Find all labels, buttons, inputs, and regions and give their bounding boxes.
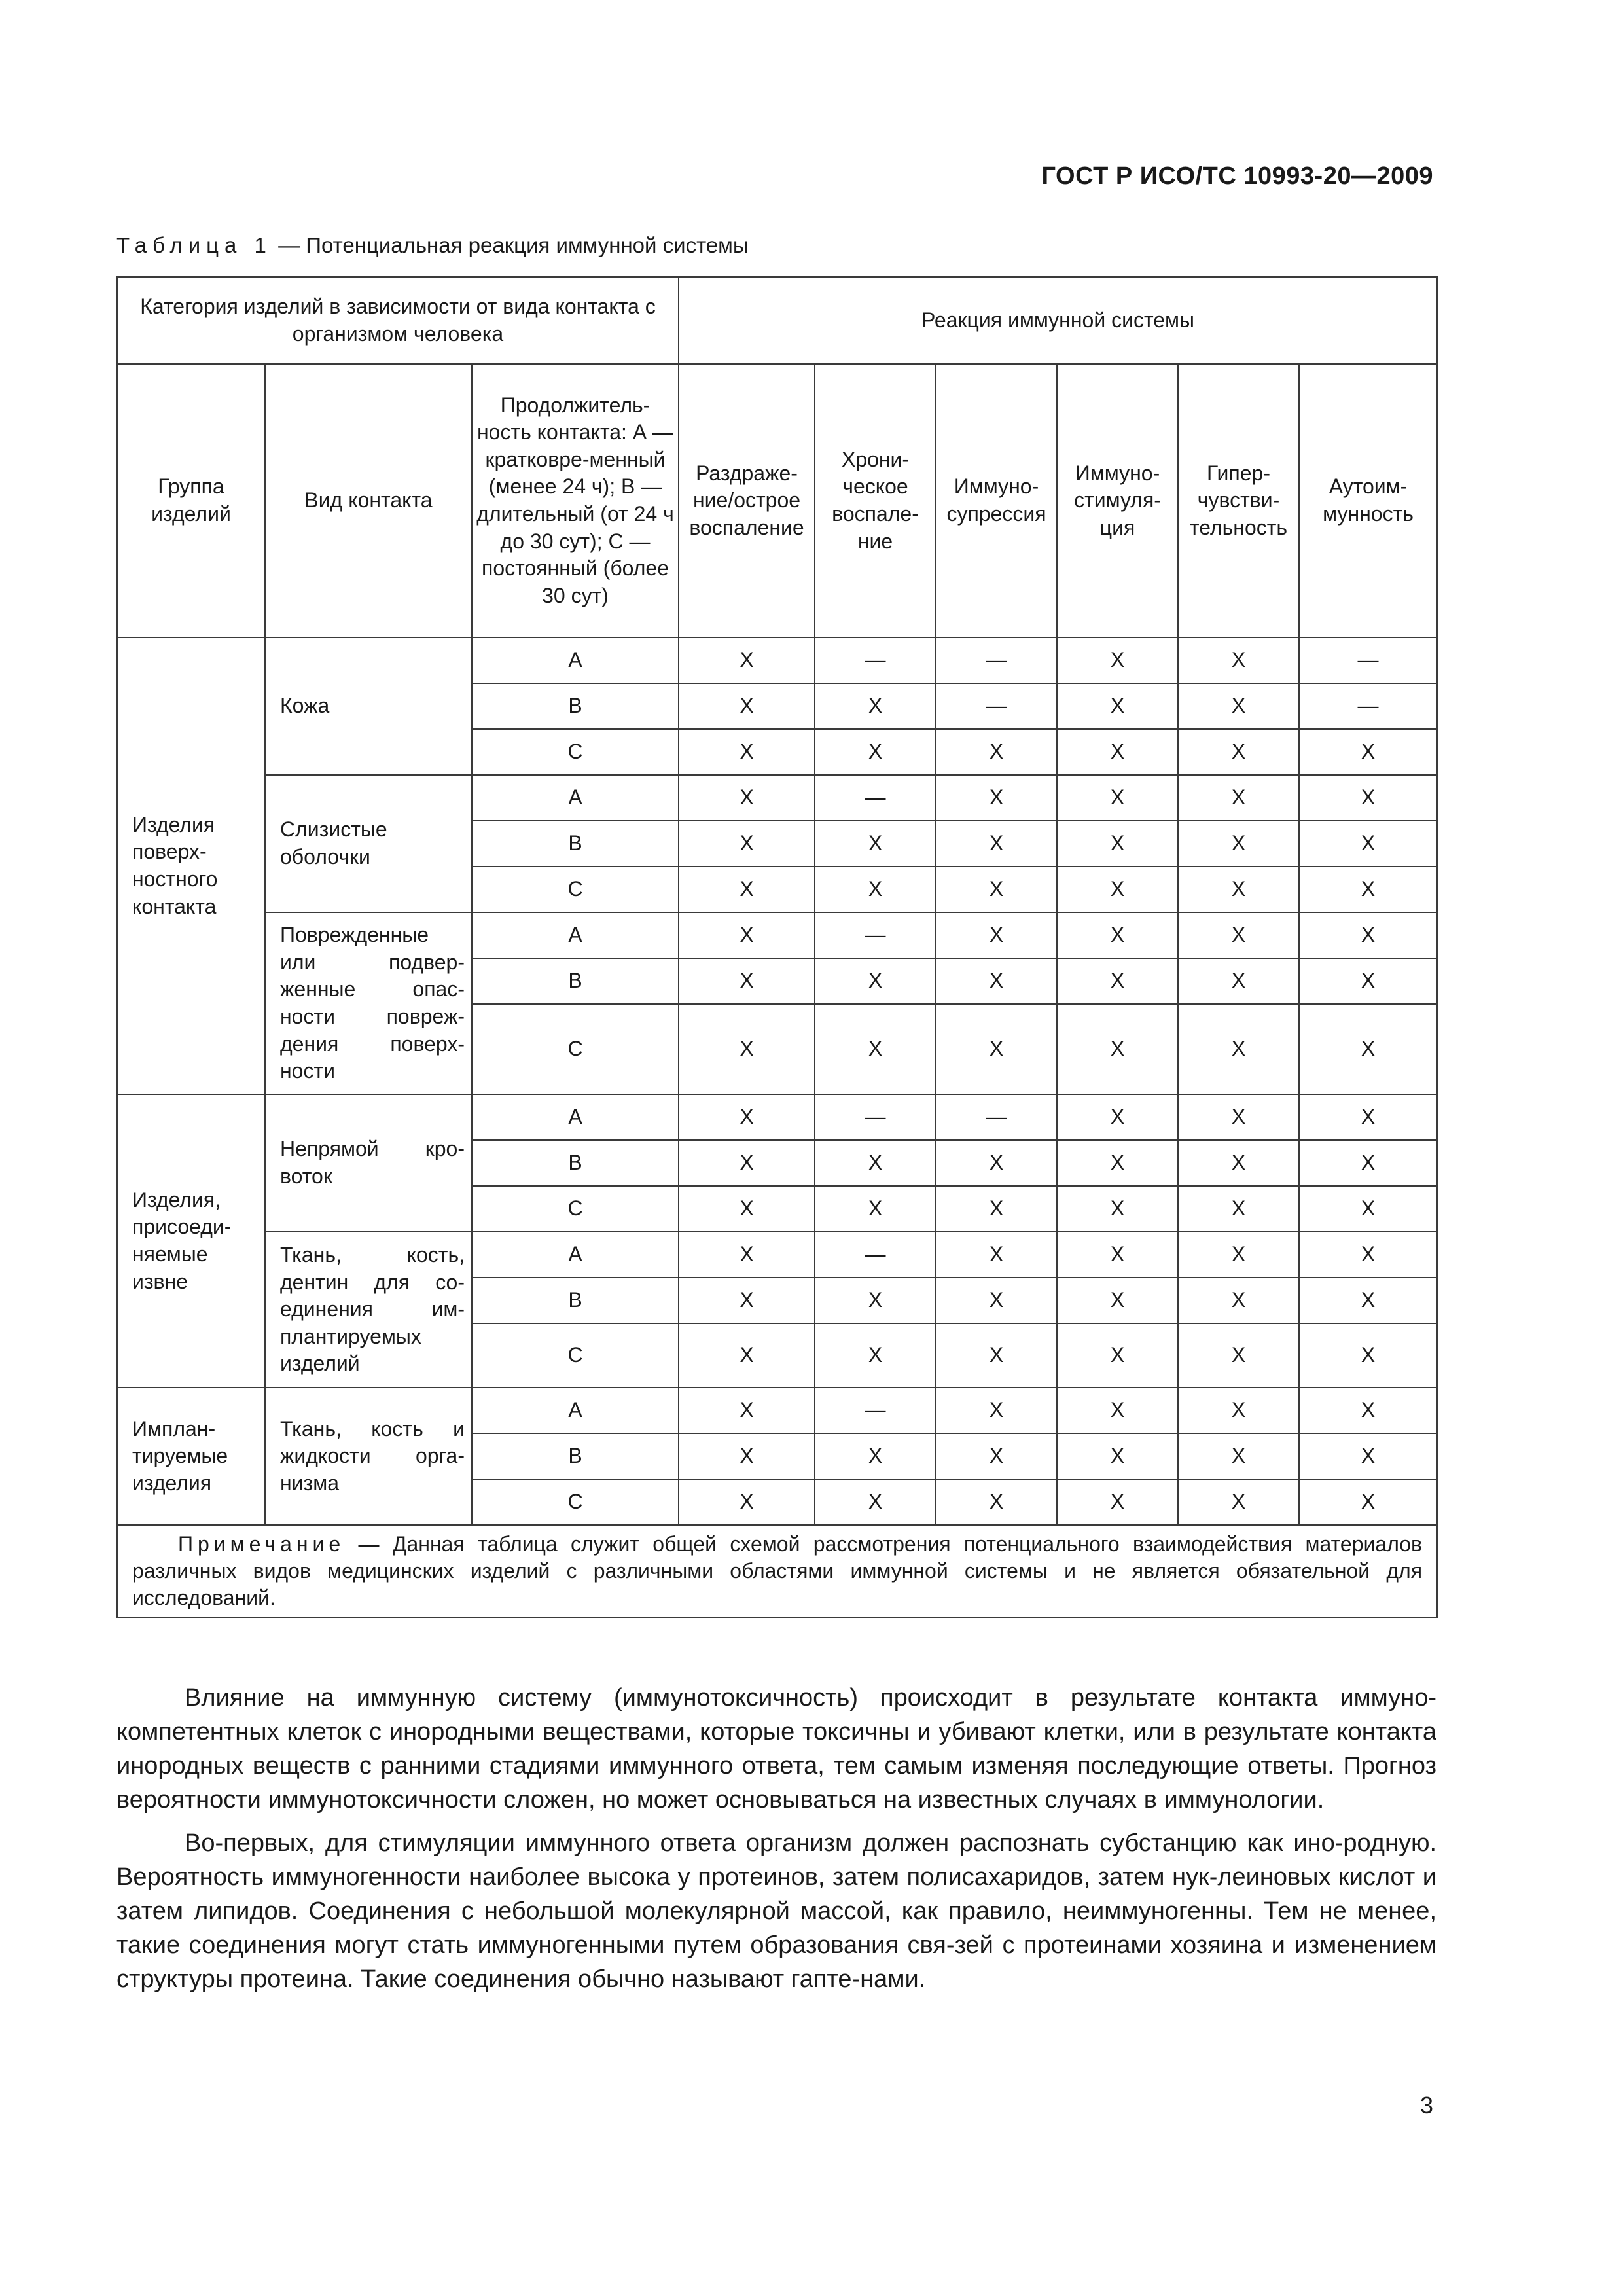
table-row xyxy=(117,1094,1437,1140)
reaction-mark-cell: X xyxy=(1178,958,1299,1004)
reaction-mark-cell: — xyxy=(936,637,1057,683)
reaction-mark-cell: — xyxy=(815,912,936,958)
page-number: 3 xyxy=(1419,2092,1433,2119)
reaction-mark-cell: X xyxy=(1178,1140,1299,1186)
contact-kind-cell: Кожа xyxy=(265,637,472,775)
reaction-mark-cell: — xyxy=(936,683,1057,729)
reaction-mark-cell: X xyxy=(936,1140,1057,1186)
column-header-irritation: Раздраже-ние/острое воспаление xyxy=(679,364,815,637)
duration-cell: А xyxy=(472,1388,679,1433)
reaction-mark-cell: X xyxy=(1057,912,1178,958)
reaction-mark-cell: — xyxy=(815,1232,936,1278)
reaction-mark-cell: X xyxy=(1178,1278,1299,1323)
reaction-mark-cell: X xyxy=(679,821,815,867)
reaction-mark-cell: X xyxy=(1178,1388,1299,1433)
reaction-mark-cell: — xyxy=(1299,683,1437,729)
reaction-mark-cell: X xyxy=(679,1140,815,1186)
reaction-mark-cell: X xyxy=(1057,1004,1178,1094)
reaction-mark-cell: X xyxy=(679,775,815,821)
reaction-mark-cell: X xyxy=(1057,1232,1178,1278)
reaction-mark-cell: X xyxy=(1057,1094,1178,1140)
duration-cell: А xyxy=(472,637,679,683)
duration-cell: В xyxy=(472,958,679,1004)
immune-reaction-table xyxy=(116,276,1438,1618)
reaction-mark-cell: — xyxy=(936,1094,1057,1140)
reaction-mark-cell: X xyxy=(1299,867,1437,912)
reaction-mark-cell: X xyxy=(1057,1433,1178,1479)
reaction-mark-cell: X xyxy=(936,958,1057,1004)
reaction-mark-cell: X xyxy=(1178,1232,1299,1278)
reaction-mark-cell: X xyxy=(679,1388,815,1433)
paragraph: Влияние на иммунную систему (иммунотоксичность) происходит в результате контакта иммуно-компетентных клеток с инородными веществами, которые токсичны и убивают клетки, или в результате контакта инородных веществ с ранними стадиями иммунного ответа, тем самым изменяя последующие ответы. Прогноз вероятности иммунотоксичности сложен, но может основываться на известных случаях в иммунологии. xyxy=(116,1684,1436,1814)
reaction-mark-cell: X xyxy=(815,1278,936,1323)
duration-cell: С xyxy=(472,729,679,775)
reaction-mark-cell: X xyxy=(936,1278,1057,1323)
reaction-mark-cell: X xyxy=(679,637,815,683)
header-immune-reaction: Реакция иммунной системы xyxy=(679,277,1437,364)
reaction-mark-cell: X xyxy=(1178,683,1299,729)
reaction-mark-cell: X xyxy=(1299,821,1437,867)
reaction-mark-cell: X xyxy=(1178,1479,1299,1525)
reaction-mark-cell: X xyxy=(815,729,936,775)
reaction-mark-cell: X xyxy=(815,1140,936,1186)
reaction-mark-cell: — xyxy=(1299,637,1437,683)
reaction-mark-cell: — xyxy=(815,775,936,821)
reaction-mark-cell: X xyxy=(936,821,1057,867)
reaction-mark-cell: X xyxy=(1299,1186,1437,1232)
reaction-mark-cell: X xyxy=(1057,1479,1178,1525)
column-header-immunosuppression: Иммуно-супрессия xyxy=(936,364,1057,637)
reaction-mark-cell: X xyxy=(936,1232,1057,1278)
reaction-mark-cell: X xyxy=(936,1433,1057,1479)
contact-kind-cell: Поврежденные или подвер-женные опас-ности повреж-дения поверх-ности xyxy=(265,912,472,1094)
duration-cell: С xyxy=(472,1004,679,1094)
column-header-immunostimulation: Иммуно-стимуля-ция xyxy=(1057,364,1178,637)
reaction-mark-cell: X xyxy=(679,1186,815,1232)
reaction-mark-cell: X xyxy=(936,1388,1057,1433)
reaction-mark-cell: X xyxy=(1299,1094,1437,1140)
reaction-mark-cell: X xyxy=(1299,958,1437,1004)
reaction-mark-cell: X xyxy=(1178,1323,1299,1388)
body-text xyxy=(116,1681,1436,2005)
duration-cell: В xyxy=(472,1433,679,1479)
table-caption-title: — Потенциальная реакция иммунной системы xyxy=(272,233,749,257)
reaction-mark-cell: X xyxy=(679,1278,815,1323)
column-header-chronic-inflammation: Хрони-ческое воспале-ние xyxy=(815,364,936,637)
column-header-group: Группа изделий xyxy=(117,364,265,637)
reaction-mark-cell: X xyxy=(679,729,815,775)
reaction-mark-cell: X xyxy=(815,958,936,1004)
product-group-cell: Изделия поверх-ностного контакта xyxy=(117,637,265,1094)
table-note xyxy=(117,1525,1437,1617)
reaction-mark-cell: X xyxy=(679,1323,815,1388)
duration-cell: С xyxy=(472,867,679,912)
reaction-mark-cell: X xyxy=(1057,729,1178,775)
reaction-mark-cell: X xyxy=(1057,1278,1178,1323)
reaction-mark-cell: X xyxy=(1178,867,1299,912)
reaction-mark-cell: X xyxy=(936,775,1057,821)
reaction-mark-cell: X xyxy=(1057,958,1178,1004)
duration-cell: В xyxy=(472,683,679,729)
reaction-mark-cell: X xyxy=(815,1479,936,1525)
reaction-mark-cell: X xyxy=(1299,1004,1437,1094)
table-note-label: Примечание xyxy=(178,1532,346,1556)
table-note-text: — Данная таблица служит общей схемой рассмотрения потенциального взаимодействия материалов различных видов медицинских изделий с различными областями иммунной системы и не является обязательной для исследований. xyxy=(132,1532,1423,1609)
table-row xyxy=(117,775,1437,821)
reaction-mark-cell: X xyxy=(1299,1433,1437,1479)
column-header-contact-kind: Вид контакта xyxy=(265,364,472,637)
reaction-mark-cell: X xyxy=(1299,1278,1437,1323)
reaction-mark-cell: — xyxy=(815,637,936,683)
duration-cell: А xyxy=(472,775,679,821)
table-row xyxy=(117,912,1437,958)
reaction-mark-cell: X xyxy=(679,683,815,729)
column-header-autoimmunity: Аутоим-мунность xyxy=(1299,364,1437,637)
reaction-mark-cell: X xyxy=(815,683,936,729)
contact-kind-cell: Ткань, кость и жидкости орга-низма xyxy=(265,1388,472,1525)
reaction-mark-cell: X xyxy=(1057,1186,1178,1232)
reaction-mark-cell: X xyxy=(1299,729,1437,775)
reaction-mark-cell: X xyxy=(1057,1140,1178,1186)
duration-cell: В xyxy=(472,821,679,867)
column-header-hypersensitivity: Гипер-чувстви-тельность xyxy=(1178,364,1299,637)
reaction-mark-cell: X xyxy=(1299,1479,1437,1525)
reaction-mark-cell: X xyxy=(1178,912,1299,958)
reaction-mark-cell: X xyxy=(679,1004,815,1094)
paragraph: Во-первых, для стимуляции иммунного ответа организм должен распознать субстанцию как ино-родную. Вероятность иммуногенности наиболее высока у протеинов, затем полисахаридов, затем нук-леиновых кислот и затем липидов. Соединения с небольшой молекулярной массой, как правило, неиммуногенны. Тем не менее, такие соединения могут стать иммуногенными путем образования свя-зей с протеинами хозяина и изменением структуры протеина. Такие соединения обычно называют гапте-нами. xyxy=(116,1829,1436,1993)
reaction-mark-cell: X xyxy=(936,867,1057,912)
duration-cell: С xyxy=(472,1323,679,1388)
reaction-mark-cell: X xyxy=(1057,1323,1178,1388)
duration-cell: А xyxy=(472,1232,679,1278)
reaction-mark-cell: X xyxy=(936,1186,1057,1232)
reaction-mark-cell: X xyxy=(679,912,815,958)
reaction-mark-cell: X xyxy=(1178,637,1299,683)
document-code-header: ГОСТ Р ИСО/ТС 10993-20—2009 xyxy=(1041,162,1433,190)
reaction-mark-cell: X xyxy=(815,1323,936,1388)
reaction-mark-cell: X xyxy=(815,1186,936,1232)
column-header-duration: Продолжитель-ность контакта: А — кратковре-менный (менее 24 ч); В — длительный (от 24 ч до 30 сут); С — постоянный (более 30 сут) xyxy=(472,364,679,637)
reaction-mark-cell: — xyxy=(815,1388,936,1433)
reaction-mark-cell: X xyxy=(815,867,936,912)
header-product-category: Категория изделий в зависимости от вида контакта с организмом человека xyxy=(117,277,679,364)
reaction-mark-cell: X xyxy=(815,1433,936,1479)
contact-kind-cell: Непрямой кро-воток xyxy=(265,1094,472,1232)
reaction-mark-cell: — xyxy=(815,1094,936,1140)
reaction-mark-cell: X xyxy=(936,1004,1057,1094)
reaction-mark-cell: X xyxy=(936,1479,1057,1525)
reaction-mark-cell: X xyxy=(1178,1433,1299,1479)
table-caption-label: Таблица 1 xyxy=(116,233,272,257)
reaction-mark-cell: X xyxy=(1178,775,1299,821)
contact-kind-cell: Ткань, кость, дентин для со-единения им-плантируемых изделий xyxy=(265,1232,472,1388)
reaction-mark-cell: X xyxy=(1057,683,1178,729)
reaction-mark-cell: X xyxy=(679,1232,815,1278)
reaction-mark-cell: X xyxy=(1057,637,1178,683)
reaction-mark-cell: X xyxy=(815,1004,936,1094)
reaction-mark-cell: X xyxy=(936,912,1057,958)
duration-cell: С xyxy=(472,1479,679,1525)
reaction-mark-cell: X xyxy=(679,867,815,912)
reaction-mark-cell: X xyxy=(679,958,815,1004)
reaction-mark-cell: X xyxy=(1178,1004,1299,1094)
duration-cell: В xyxy=(472,1278,679,1323)
reaction-mark-cell: X xyxy=(1299,1232,1437,1278)
reaction-mark-cell: X xyxy=(1299,1388,1437,1433)
product-group-cell: Имплан-тируемые изделия xyxy=(117,1388,265,1525)
reaction-mark-cell: X xyxy=(1299,775,1437,821)
reaction-mark-cell: X xyxy=(1178,1186,1299,1232)
reaction-mark-cell: X xyxy=(936,1323,1057,1388)
reaction-mark-cell: X xyxy=(1057,821,1178,867)
reaction-mark-cell: X xyxy=(679,1094,815,1140)
product-group-cell: Изделия, присоеди-няемые извне xyxy=(117,1094,265,1388)
reaction-mark-cell: X xyxy=(815,821,936,867)
table-caption xyxy=(116,233,749,258)
reaction-mark-cell: X xyxy=(679,1479,815,1525)
reaction-mark-cell: X xyxy=(679,1433,815,1479)
reaction-mark-cell: X xyxy=(936,729,1057,775)
reaction-mark-cell: X xyxy=(1299,1323,1437,1388)
reaction-mark-cell: X xyxy=(1057,775,1178,821)
reaction-mark-cell: X xyxy=(1057,867,1178,912)
table-row xyxy=(117,1232,1437,1278)
duration-cell: А xyxy=(472,912,679,958)
reaction-mark-cell: X xyxy=(1178,1094,1299,1140)
reaction-mark-cell: X xyxy=(1299,1140,1437,1186)
duration-cell: В xyxy=(472,1140,679,1186)
contact-kind-cell: Слизистые оболочки xyxy=(265,775,472,912)
reaction-mark-cell: X xyxy=(1178,821,1299,867)
reaction-mark-cell: X xyxy=(1178,729,1299,775)
reaction-mark-cell: X xyxy=(1057,1388,1178,1433)
duration-cell: С xyxy=(472,1186,679,1232)
table-row xyxy=(117,637,1437,683)
reaction-mark-cell: X xyxy=(1299,912,1437,958)
duration-cell: А xyxy=(472,1094,679,1140)
table-row xyxy=(117,1388,1437,1433)
